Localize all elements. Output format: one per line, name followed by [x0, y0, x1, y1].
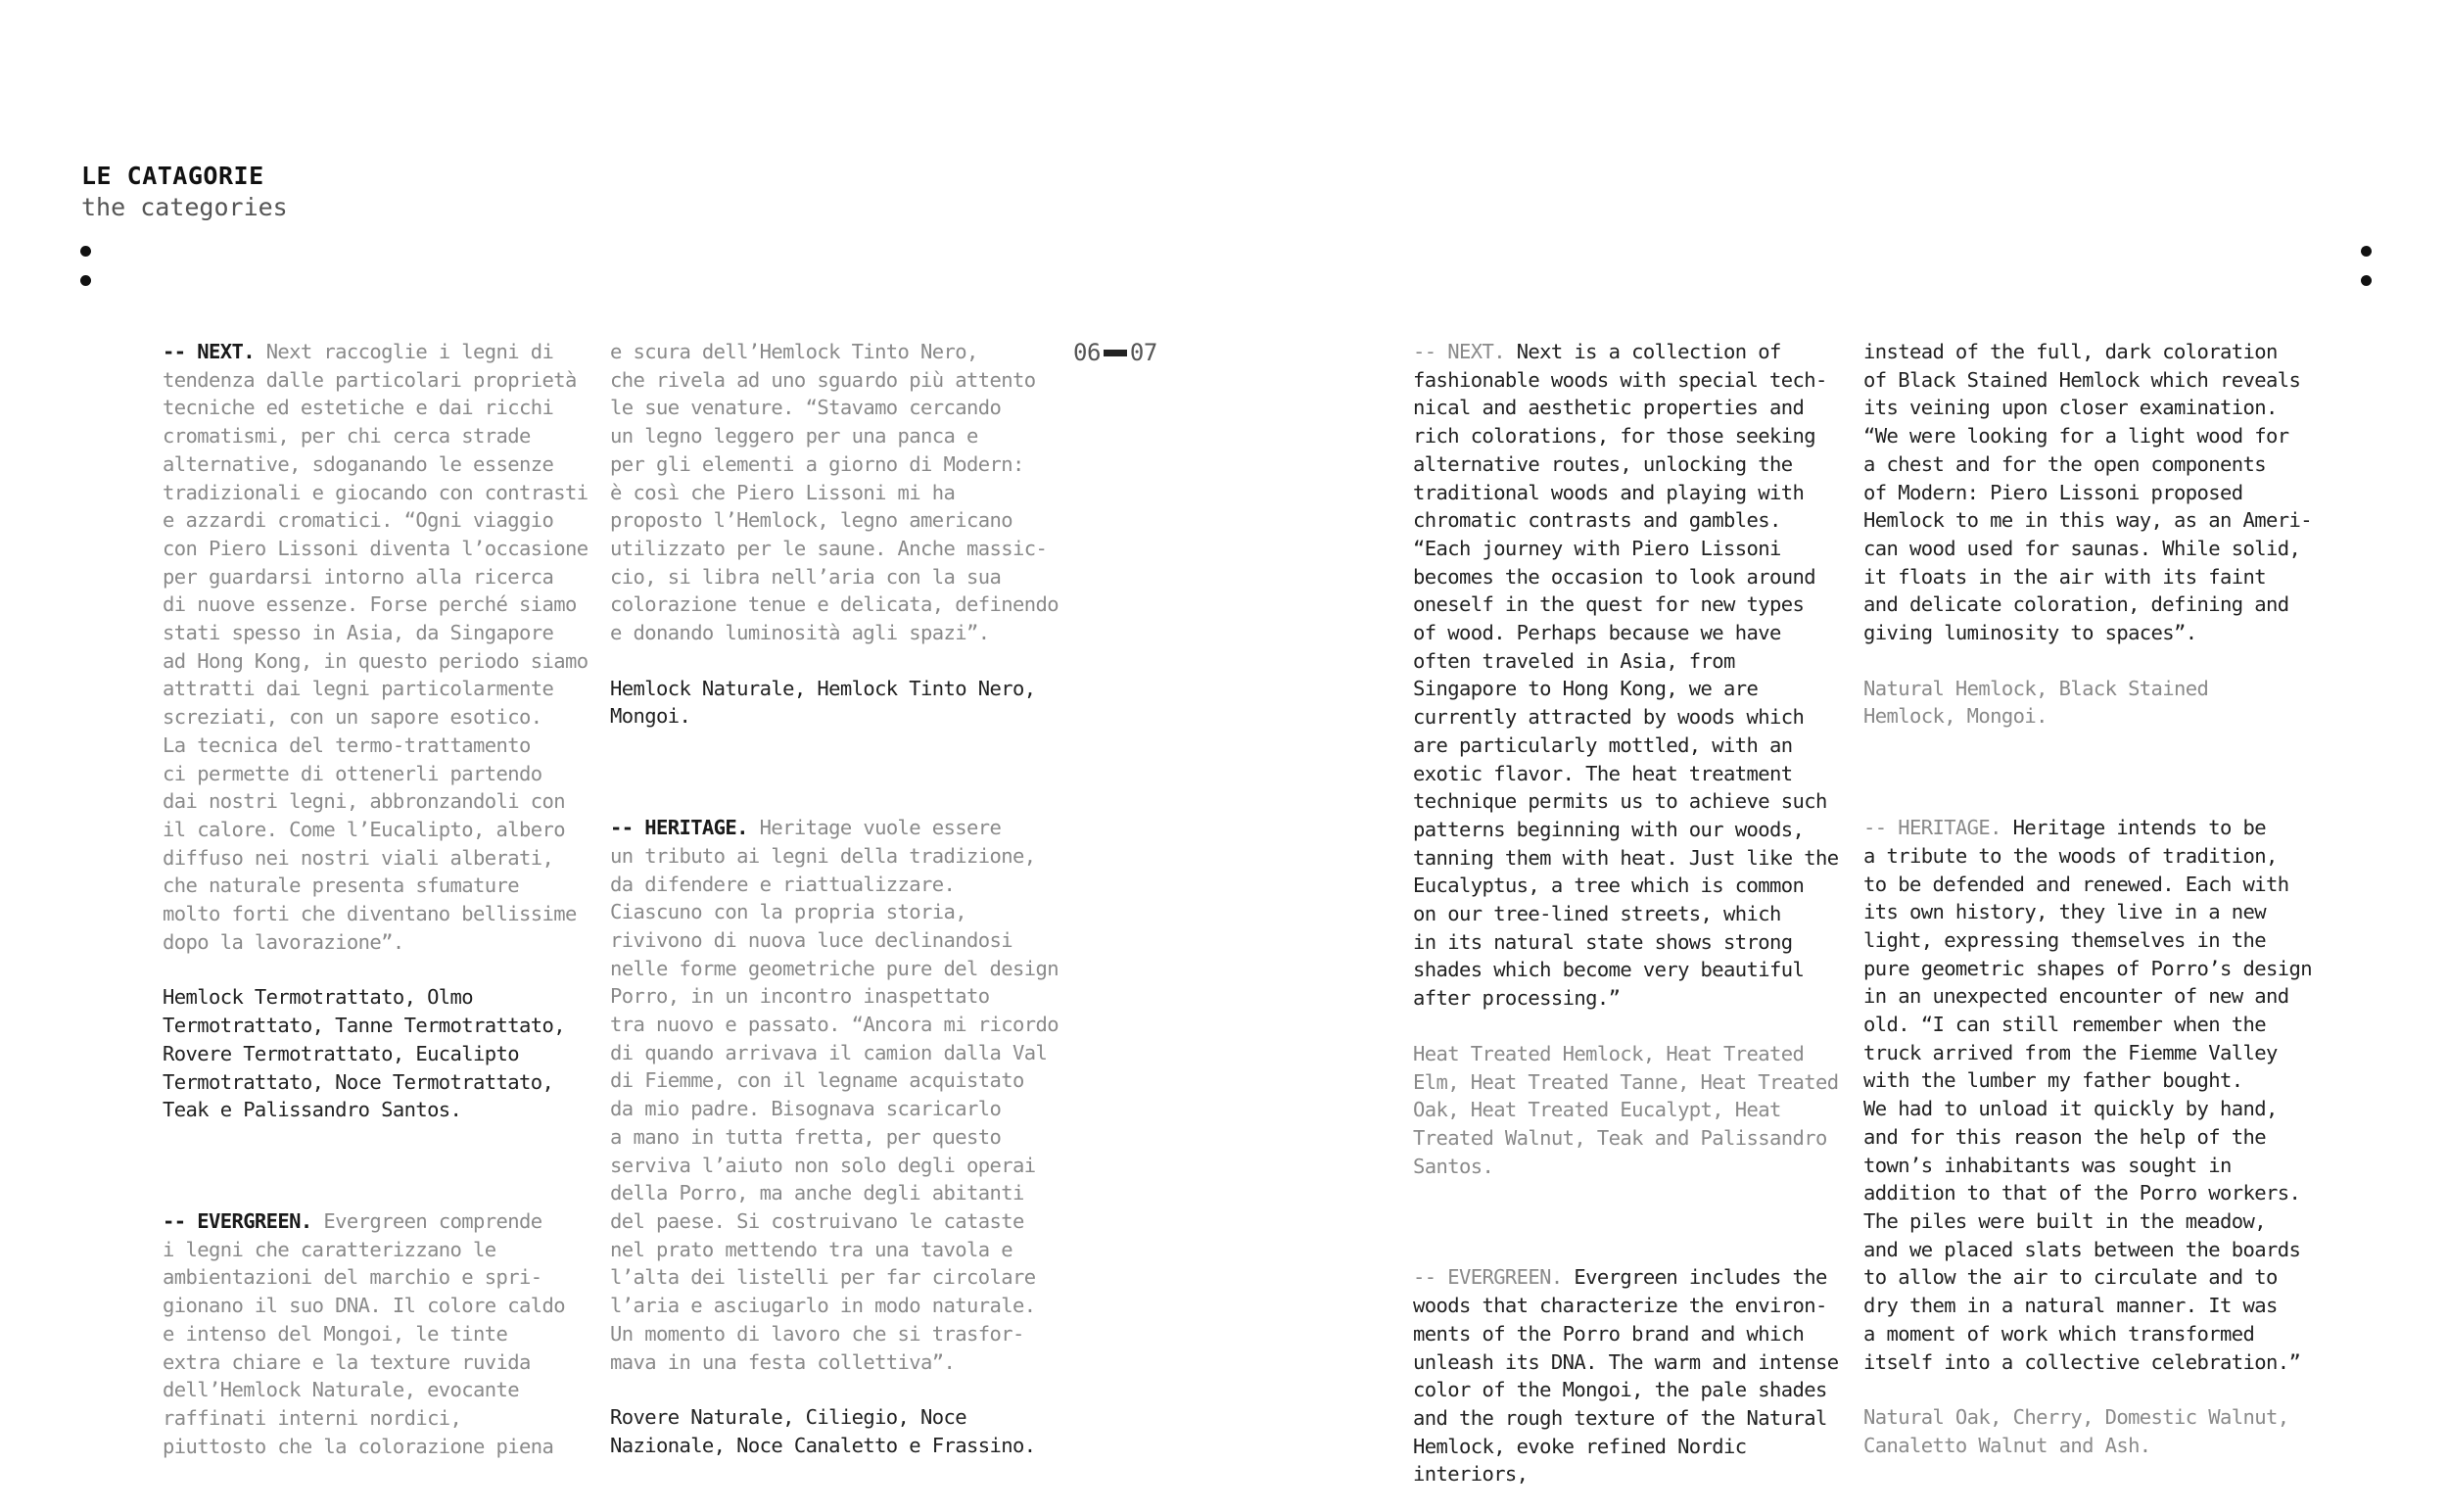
- text-line: [163, 844, 593, 873]
- text-line-content: tecniche ed estetiche e dai ricchi: [163, 396, 554, 420]
- text-line: [1413, 787, 1854, 816]
- text-line: e scura dell’Hemlock Tinto Nero,: [610, 340, 978, 363]
- text-line-content: pure geometric shapes of Porro’s design: [1863, 956, 2312, 980]
- text-line-content: Heritage intends to be: [2012, 816, 2266, 840]
- text-line-content: tradizionali e giocando con contrasti: [163, 480, 588, 504]
- text-line: [1413, 1320, 1854, 1348]
- text-line-content: town’s inhabitants was sought in: [1863, 1153, 2232, 1177]
- text-line: [163, 1433, 593, 1461]
- text-line-content: da difendere e riattualizzare.: [610, 872, 956, 896]
- text-line: [610, 1179, 1060, 1207]
- italian-evergreen-paragraph: [163, 1207, 593, 1460]
- text-line-content: piuttosto che la colorazione piena: [163, 1434, 554, 1458]
- text-line: [610, 1039, 1060, 1067]
- text-line: [1413, 366, 1854, 395]
- italian-next-woods: [163, 983, 593, 1124]
- text-line-content: traditional woods and playing with: [1413, 480, 1805, 504]
- text-line: [1863, 1348, 2324, 1377]
- wood-list-line: Termotrattato, Noce Termotrattato,: [163, 1069, 554, 1094]
- text-line: [1863, 1320, 2324, 1348]
- italian-column-2: [610, 338, 1060, 1460]
- section-subtitle: the categories: [81, 193, 288, 221]
- text-line: [1413, 816, 1854, 844]
- text-line-content: per guardarsi intorno alla ricerca: [163, 564, 554, 589]
- text-line: colorazione tenue e delicata, definendo: [610, 592, 1059, 617]
- text-line: [1863, 1179, 2324, 1207]
- text-line: [163, 760, 593, 788]
- text-line: cio, si libra nell’aria con la sua: [610, 564, 1002, 589]
- text-line-content: i legni che caratterizzano le: [163, 1237, 496, 1261]
- english-evergreen-continued: [1863, 338, 2324, 647]
- text-line: [610, 926, 1060, 955]
- wood-list-line: Elm, Heat Treated Tanne, Heat Treated: [1413, 1069, 1839, 1094]
- text-line-content: gionano il suo DNA. Il colore caldo: [163, 1294, 565, 1318]
- text-line-content: unleash its DNA. The warm and intense: [1413, 1349, 1839, 1374]
- text-line: le sue venature. “Stavamo cercando: [610, 396, 1002, 420]
- text-line-content: are particularly mottled, with an: [1413, 732, 1793, 757]
- text-line: [163, 450, 593, 479]
- text-line-content: di Fiemme, con il legname acquistato: [610, 1068, 1024, 1093]
- wood-list-line: Natural Oak, Cherry, Domestic Walnut,: [1863, 1405, 2289, 1430]
- wood-list-line: Nazionale, Noce Canaletto e Frassino.: [610, 1433, 1036, 1457]
- text-line-content: shades which become very beautiful: [1413, 958, 1805, 982]
- text-line-content: Hemlock, evoke refined Nordic interiors,: [1413, 1434, 1747, 1487]
- italian-heritage-paragraph: [610, 814, 1060, 1376]
- text-line-content: con Piero Lissoni diventa l’occasione: [163, 536, 588, 560]
- text-line: [610, 1152, 1060, 1180]
- section-label: -- HERITAGE.: [610, 816, 748, 840]
- text-line-content: in an unexpected encounter of new and: [1863, 984, 2289, 1009]
- text-line: [1413, 732, 1854, 760]
- text-line-content: with the lumber my father bought.: [1863, 1068, 2243, 1093]
- wood-list-line: Hemlock Termotrattato, Olmo: [163, 985, 474, 1010]
- italian-evergreen-woods: [610, 675, 1060, 731]
- text-line: [1863, 1011, 2324, 1039]
- text-line: [610, 1348, 1060, 1377]
- text-line-content: rich colorations, for those seeking: [1413, 424, 1815, 449]
- english-column-1: [1413, 338, 1854, 1488]
- text-line-content: e azzardi cromatici. “Ogni viaggio: [163, 508, 554, 533]
- text-line: [1863, 842, 2324, 871]
- text-line: [1863, 955, 2324, 983]
- text-line: [1863, 1236, 2324, 1264]
- english-next-paragraph: [1413, 338, 1854, 1013]
- section-label: -- NEXT.: [1413, 340, 1505, 363]
- text-line-content: Next is a collection of: [1516, 340, 1781, 363]
- text-line: [1413, 675, 1854, 703]
- text-line: [163, 591, 593, 619]
- english-evergreen-paragraph: [1413, 1263, 1854, 1488]
- page-number-separator: [1104, 350, 1127, 356]
- text-line: and delicate coloration, defining and: [1863, 592, 2289, 617]
- text-line: è così che Piero Lissoni mi ha: [610, 480, 956, 504]
- text-line: [163, 394, 593, 422]
- text-line-content: a tribute to the woods of tradition,: [1863, 843, 2278, 868]
- text-line: [163, 366, 593, 395]
- text-line-content: a mano in tutta fretta, per questo: [610, 1124, 1002, 1149]
- text-line: [1413, 422, 1854, 450]
- text-line-content: on our tree-lined streets, which: [1413, 902, 1781, 926]
- text-line: [1863, 1207, 2324, 1236]
- text-line: [610, 814, 1060, 842]
- text-line-content: tra nuovo e passato. “Ancora mi ricordo: [610, 1013, 1059, 1037]
- text-line: [1863, 898, 2324, 926]
- text-line: “We were looking for a light wood for: [1863, 424, 2289, 449]
- text-line-content: truck arrived from the Fiemme Valley: [1863, 1040, 2278, 1064]
- english-heritage-paragraph: [1863, 814, 2324, 1376]
- text-line: [163, 675, 593, 703]
- text-line: giving luminosity to spaces”.: [1863, 621, 2197, 645]
- text-line: [1413, 1348, 1854, 1377]
- section-label: -- EVERGREEN.: [1413, 1265, 1563, 1290]
- text-line: [163, 1320, 593, 1348]
- text-line: [610, 1263, 1060, 1292]
- text-line: [1413, 760, 1854, 788]
- text-line: utilizzato per le saune. Anche massic-: [610, 536, 1048, 560]
- text-line: [163, 479, 593, 507]
- text-line: [1413, 1263, 1854, 1292]
- section-header: [81, 161, 288, 223]
- text-line: [610, 871, 1060, 899]
- section-label: -- NEXT.: [163, 340, 255, 363]
- text-line-content: dai nostri legni, abbronzandoli con: [163, 789, 565, 814]
- wood-list-line: Heat Treated Hemlock, Heat Treated: [1413, 1041, 1805, 1065]
- text-line: [1413, 1292, 1854, 1320]
- text-line-content: dell’Hemlock Naturale, evocante: [163, 1378, 520, 1402]
- text-line: Hemlock to me in this way, as an Ameri-: [1863, 508, 2312, 533]
- text-line: [1413, 619, 1854, 647]
- text-line: [610, 982, 1060, 1011]
- wood-list-line: Canaletto Walnut and Ash.: [1863, 1433, 2151, 1457]
- text-line-content: in its natural state shows strong: [1413, 929, 1793, 954]
- text-line-content: ambientazioni del marchio e spri-: [163, 1265, 542, 1290]
- text-line-content: to be defended and renewed. Each with: [1863, 872, 2289, 896]
- bullet-dot-left-bottom: [80, 275, 91, 286]
- text-line-content: Un momento di lavoro che si trasfor-: [610, 1321, 1024, 1346]
- text-line: [1413, 450, 1854, 479]
- text-line: [1863, 1066, 2324, 1095]
- text-line: per gli elementi a giorno di Modern:: [610, 451, 1024, 476]
- text-line: [1413, 984, 1854, 1013]
- text-line-content: Singapore to Hong Kong, we are: [1413, 677, 1759, 701]
- text-line-content: Eucalyptus, a tree which is common: [1413, 874, 1805, 898]
- text-line: [1863, 1123, 2324, 1152]
- english-evergreen-woods: [1863, 675, 2324, 731]
- text-line: [163, 1292, 593, 1320]
- text-line: [1863, 1152, 2324, 1180]
- wood-list-line: Mongoi.: [610, 704, 691, 729]
- english-column-2: [1863, 338, 2324, 1460]
- text-line: [1413, 900, 1854, 928]
- page-number-right: 07: [1129, 339, 1157, 366]
- text-line-content: e intenso del Mongoi, le tinte: [163, 1321, 508, 1346]
- wood-list-line: Rovere Termotrattato, Eucalipto: [163, 1041, 520, 1065]
- text-line-content: l’aria e asciugarlo in modo naturale.: [610, 1294, 1036, 1318]
- text-line-content: il calore. Come l’Eucalipto, albero: [163, 817, 565, 841]
- text-line: [610, 1123, 1060, 1152]
- text-line: [163, 787, 593, 816]
- wood-list-line: Santos.: [1413, 1154, 1494, 1178]
- text-line-content: itself into a collective celebration.”: [1863, 1349, 2301, 1374]
- text-line-content: ad Hong Kong, in questo periodo siamo: [163, 648, 588, 673]
- text-line-content: dopo la lavorazione”.: [163, 929, 404, 954]
- text-line: [163, 1236, 593, 1264]
- text-line-content: tendenza dalle particolari proprietà: [163, 367, 577, 392]
- text-line-content: The piles were built in the meadow,: [1863, 1208, 2266, 1233]
- text-line: [163, 872, 593, 900]
- text-line: [1413, 956, 1854, 984]
- text-line-content: dry them in a natural manner. It was: [1863, 1294, 2278, 1318]
- wood-list-line: Termotrattato, Tanne Termotrattato,: [163, 1014, 565, 1038]
- text-line: [610, 1207, 1060, 1236]
- text-line-content: chromatic contrasts and gambles.: [1413, 508, 1781, 533]
- text-line: [1413, 338, 1854, 366]
- text-line-content: woods that characterize the environ-: [1413, 1294, 1827, 1318]
- page-number: [1073, 338, 1157, 367]
- text-line: [610, 1320, 1060, 1348]
- text-line-content: old. “I can still remember when the: [1863, 1013, 2266, 1037]
- text-line: [163, 1263, 593, 1292]
- text-line: e donando luminosità agli spazi”.: [610, 621, 990, 645]
- italian-evergreen-continued: [610, 338, 1060, 647]
- text-line-content: l’alta dei listelli per far circolare: [610, 1265, 1036, 1290]
- text-line: che rivela ad uno sguardo più attento: [610, 367, 1036, 392]
- bullet-dot-left-top: [80, 246, 91, 257]
- text-line-content: color of the Mongoi, the pale shades: [1413, 1378, 1827, 1402]
- text-line: [1863, 1292, 2324, 1320]
- text-line: [1413, 506, 1854, 535]
- section-label: -- HERITAGE.: [1863, 816, 2001, 840]
- text-line-content: and the rough texture of the Natural: [1413, 1405, 1827, 1430]
- text-line: [610, 955, 1060, 983]
- text-line: [610, 898, 1060, 926]
- text-line: [1413, 703, 1854, 732]
- text-line-content: “Each journey with Piero Lissoni: [1413, 536, 1781, 560]
- text-line-content: patterns beginning with our woods,: [1413, 817, 1805, 841]
- text-line: un legno leggero per una panca e: [610, 424, 978, 449]
- text-line: [163, 928, 593, 957]
- text-line-content: attratti dai legni particolarmente: [163, 677, 554, 701]
- text-line-content: and we placed slats between the boards: [1863, 1237, 2301, 1261]
- text-line-content: its own history, they live in a new: [1863, 900, 2266, 924]
- text-line: it floats in the air with its faint: [1863, 564, 2266, 589]
- text-line: [163, 900, 593, 928]
- text-line: [1413, 1433, 1854, 1488]
- wood-list-line: Teak e Palissandro Santos.: [163, 1098, 462, 1122]
- italian-heritage-woods: [610, 1403, 1060, 1459]
- text-line-content: nel prato mettendo tra una tavola e: [610, 1237, 1012, 1261]
- text-line-content: cromatismi, per chi cerca strade: [163, 424, 531, 449]
- text-line: [163, 1348, 593, 1377]
- wood-list-line: Treated Walnut, Teak and Palissandro: [1413, 1125, 1827, 1150]
- text-line-content: nical and aesthetic properties and: [1413, 396, 1805, 420]
- text-line-content: often traveled in Asia, from: [1413, 648, 1735, 673]
- text-line: [1863, 1263, 2324, 1292]
- page-number-left: 06: [1073, 339, 1101, 366]
- text-line: [610, 1236, 1060, 1264]
- text-line: [1863, 814, 2324, 842]
- text-line: [163, 1376, 593, 1404]
- text-line-content: un tributo ai legni della tradizione,: [610, 843, 1036, 868]
- text-line: [1863, 926, 2324, 955]
- wood-list-line: Rovere Naturale, Ciliegio, Noce: [610, 1405, 967, 1430]
- text-line-content: Evergreen comprende: [323, 1208, 542, 1233]
- text-line: [1413, 647, 1854, 676]
- text-line-content: Porro, in un incontro inaspettato: [610, 984, 990, 1009]
- text-line: [1863, 1039, 2324, 1067]
- italian-column-1: [163, 338, 593, 1460]
- text-line-content: of wood. Perhaps because we have: [1413, 621, 1781, 645]
- bullet-dot-right-bottom: [2361, 275, 2372, 286]
- wood-list-line: Hemlock Naturale, Hemlock Tinto Nero,: [610, 676, 1036, 700]
- text-line-content: currently attracted by woods which: [1413, 705, 1805, 730]
- text-line: [163, 703, 593, 732]
- english-next-woods: [1413, 1040, 1854, 1181]
- text-line: [610, 1011, 1060, 1039]
- text-line-content: Next raccoglie i legni di: [265, 340, 554, 363]
- text-line: [1413, 1404, 1854, 1433]
- text-line-content: di quando arrivava il camion dalla Val: [610, 1040, 1048, 1064]
- text-line: can wood used for saunas. While solid,: [1863, 536, 2301, 560]
- text-line: of Modern: Piero Lissoni proposed: [1863, 480, 2243, 504]
- wood-list-line: Hemlock, Mongoi.: [1863, 704, 2048, 729]
- text-line-content: and for this reason the help of the: [1863, 1124, 2266, 1149]
- text-line-content: ments of the Porro brand and which: [1413, 1321, 1805, 1346]
- text-line-content: We had to unload it quickly by hand,: [1863, 1097, 2278, 1121]
- text-line-content: stati spesso in Asia, da Singapore: [163, 621, 554, 645]
- text-line-content: Heritage vuole essere: [759, 816, 1002, 840]
- italian-next-paragraph: [163, 338, 593, 956]
- wood-list-line: Oak, Heat Treated Eucalypt, Heat: [1413, 1098, 1781, 1122]
- text-line-content: che naturale presenta sfumature: [163, 874, 520, 898]
- text-line-content: technique permits us to achieve such: [1413, 789, 1827, 814]
- text-line-content: della Porro, ma anche degli abitanti: [610, 1181, 1024, 1205]
- bullet-dot-right-top: [2361, 246, 2372, 257]
- text-line: [1863, 871, 2324, 899]
- text-line: [1413, 591, 1854, 619]
- wood-list-line: Natural Hemlock, Black Stained: [1863, 676, 2209, 700]
- text-line-content: becomes the occasion to look around: [1413, 564, 1815, 589]
- text-line-content: extra chiare e la texture ruvida: [163, 1349, 531, 1374]
- text-line-content: Evergreen includes the: [1574, 1265, 1827, 1290]
- text-line-content: addition to that of the Porro workers.: [1863, 1181, 2301, 1205]
- text-line: [1413, 844, 1854, 873]
- text-line-content: serviva l’aiuto non solo degli operai: [610, 1153, 1036, 1177]
- text-line: proposto l’Hemlock, legno americano: [610, 508, 1012, 533]
- text-line-content: ci permette di ottenerli partendo: [163, 761, 542, 785]
- text-line: [610, 842, 1060, 871]
- text-line-content: alternative routes, unlocking the: [1413, 451, 1793, 476]
- english-heritage-woods: [1863, 1403, 2324, 1459]
- text-line: [163, 506, 593, 535]
- text-line-content: molto forti che diventano bellissime: [163, 902, 577, 926]
- text-line: [163, 816, 593, 844]
- text-line: [1413, 535, 1854, 563]
- text-line-content: fashionable woods with special tech-: [1413, 367, 1827, 392]
- text-line: [610, 1292, 1060, 1320]
- text-line: [163, 1207, 593, 1236]
- text-line: [1413, 394, 1854, 422]
- text-line: a chest and for the open components: [1863, 451, 2266, 476]
- text-line-content: exotic flavor. The heat treatment: [1413, 761, 1793, 785]
- section-label: -- EVERGREEN.: [163, 1208, 312, 1233]
- text-line-content: after processing.”: [1413, 986, 1621, 1011]
- text-line: [163, 647, 593, 676]
- text-line: [1863, 1095, 2324, 1123]
- text-line: [1863, 982, 2324, 1011]
- text-line: [1413, 1376, 1854, 1404]
- text-line: [163, 338, 593, 366]
- text-line-content: oneself in the quest for new types: [1413, 592, 1805, 617]
- text-line-content: a moment of work which transformed: [1863, 1321, 2255, 1346]
- text-line-content: del paese. Si costruivano le cataste: [610, 1208, 1024, 1233]
- text-line-content: to allow the air to circulate and to: [1863, 1265, 2278, 1290]
- text-line: its veining upon closer examination.: [1863, 396, 2278, 420]
- text-line-content: tanning them with heat. Just like the: [1413, 845, 1839, 870]
- text-line-content: nelle forme geometriche pure del design: [610, 956, 1059, 980]
- text-line-content: raffinati interni nordici,: [163, 1405, 462, 1430]
- text-line: [163, 563, 593, 591]
- text-line-content: screziati, con un sapore esotico.: [163, 705, 542, 730]
- text-line: [1413, 563, 1854, 591]
- text-line-content: La tecnica del termo-trattamento: [163, 732, 531, 757]
- text-line: [1413, 872, 1854, 900]
- text-line-content: rivivono di nuova luce declinandosi: [610, 927, 1012, 952]
- text-line-content: di nuove essenze. Forse perché siamo: [163, 592, 577, 617]
- text-line: [163, 422, 593, 450]
- text-line-content: da mio padre. Bisognava scaricarlo: [610, 1097, 1002, 1121]
- section-title: LE CATAGORIE: [81, 162, 264, 190]
- text-line: [1413, 928, 1854, 957]
- text-line: instead of the full, dark coloration: [1863, 340, 2278, 363]
- text-line: [163, 732, 593, 760]
- text-line: [610, 1095, 1060, 1123]
- text-line-content: light, expressing themselves in the: [1863, 927, 2266, 952]
- text-line: of Black Stained Hemlock which reveals: [1863, 367, 2301, 392]
- text-line-content: alternative, sdoganando le essenze: [163, 451, 554, 476]
- text-line: [163, 535, 593, 563]
- text-line: [1413, 479, 1854, 507]
- text-line: [163, 619, 593, 647]
- text-line-content: diffuso nei nostri viali alberati,: [163, 845, 554, 870]
- text-line-content: mava in una festa collettiva”.: [610, 1349, 956, 1374]
- text-line: [610, 1066, 1060, 1095]
- text-line-content: Ciascuno con la propria storia,: [610, 900, 967, 924]
- text-line: [163, 1404, 593, 1433]
